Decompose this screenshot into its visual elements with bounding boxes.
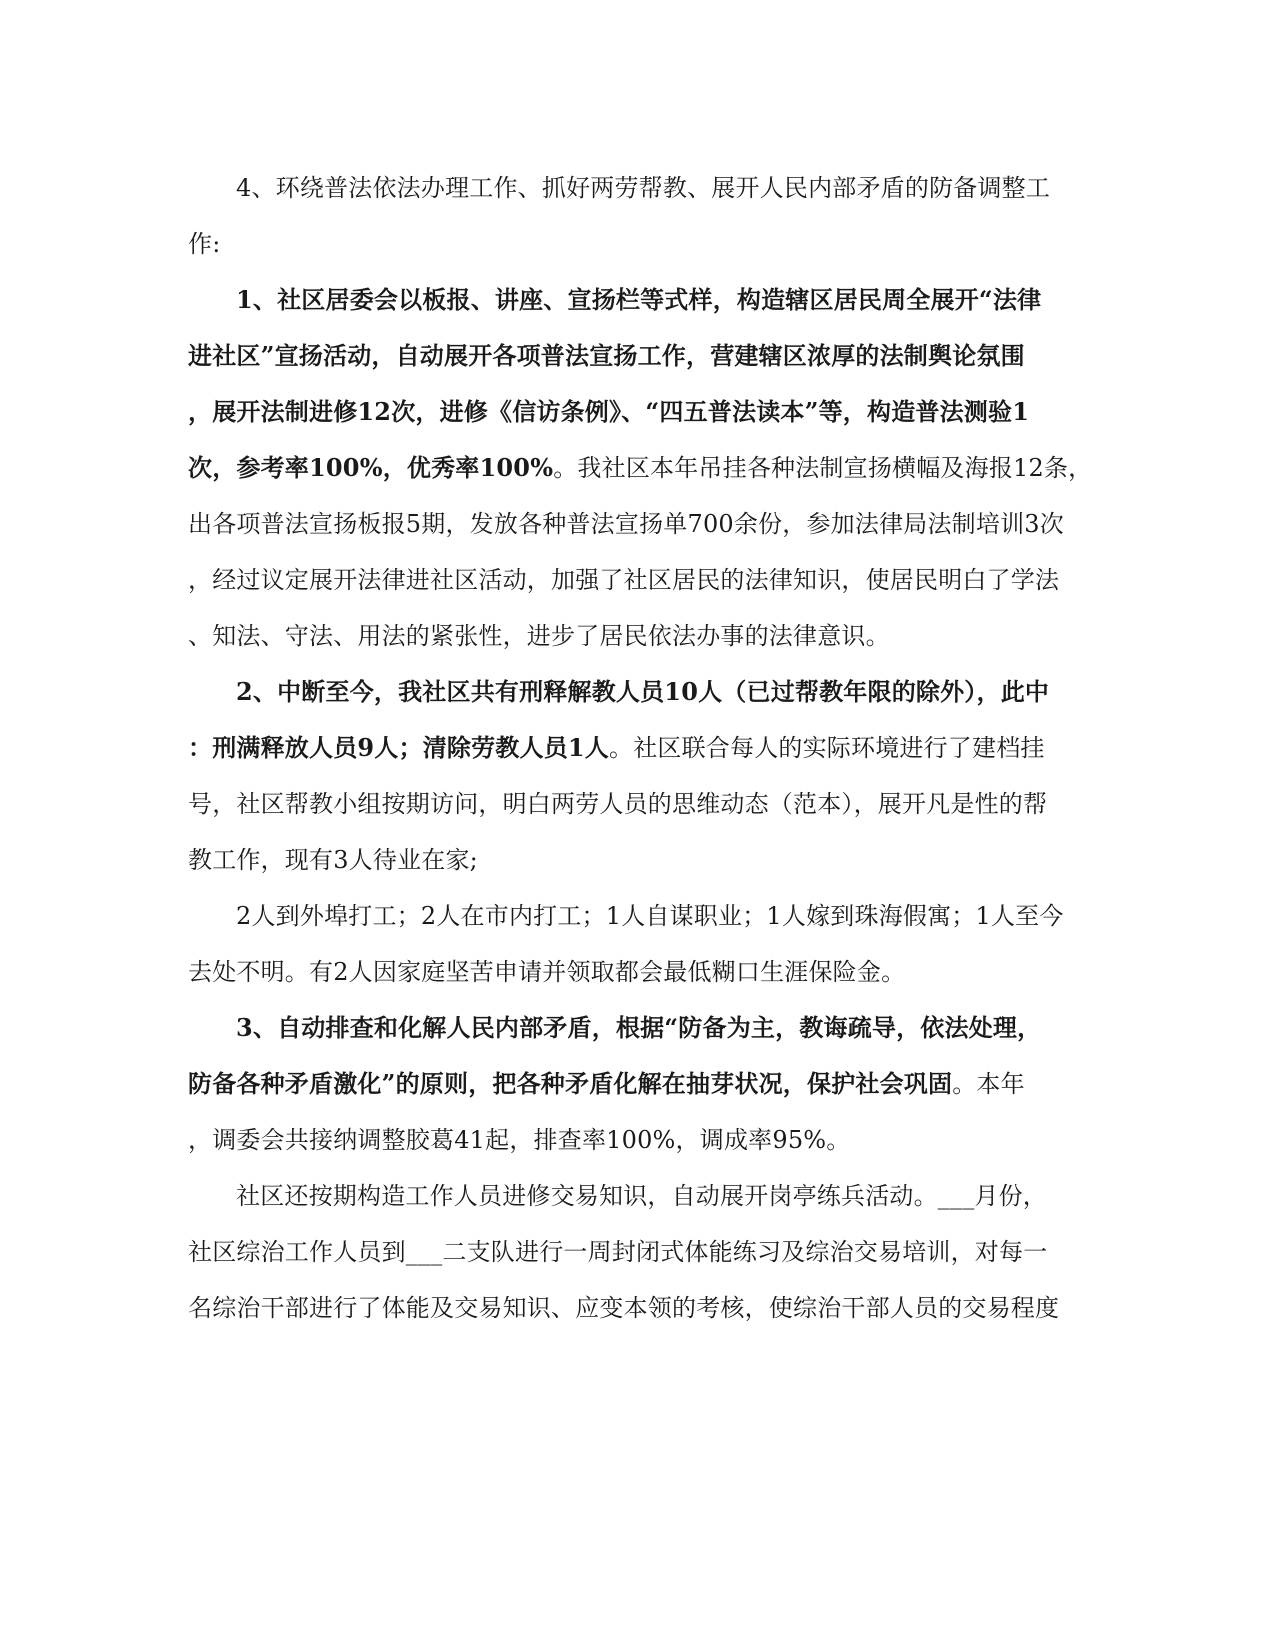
regular-segment: 。社区联合每人的实际环境进行了建档挂 bbox=[609, 734, 1045, 762]
paragraph-line: 3、自动排查和化解人民内部矛盾，根据“防备为主，教诲疏导，依法处理， bbox=[236, 1013, 1042, 1042]
paragraph-line: 4、环绕普法依法办理工作、抓好两劳帮教、展开人民内部矛盾的防备调整工 bbox=[236, 174, 1051, 202]
paragraph-line: 、知法、守法、用法的紧张性，进步了居民依法办事的法律意识。 bbox=[188, 622, 890, 650]
paragraph-line: 去处不明。有2人因家庭坚苦申请并领取都会最低糊口生涯保险金。 bbox=[188, 958, 906, 986]
regular-segment: 。本年 bbox=[952, 1070, 1025, 1098]
paragraph-line: 作: bbox=[188, 230, 221, 258]
paragraph-line: 进社区”宣扬活动，自动展开各项普法宣扬工作，营建辖区浓厚的法制舆论氛围 bbox=[188, 341, 1025, 370]
paragraph-line: 号，社区帮教小组按期访问，明白两劳人员的思维动态（范本），展开凡是性的帮 bbox=[188, 790, 1048, 818]
bold-segment: 防备各种矛盾激化”的原则，把各种矛盾化解在抽芽状况，保护社会巩固 bbox=[188, 1069, 953, 1098]
paragraph-line: 2、中断至今，我社区共有刑释解教人员10人（已过帮教年限的除外），此中 bbox=[236, 677, 1050, 706]
bold-segment: 次，参考率100%，优秀率100% bbox=[188, 453, 554, 482]
paragraph-line bbox=[188, 732, 1088, 764]
bold-segment: ：刑满释放人员9人；清除劳教人员1人 bbox=[188, 733, 609, 762]
regular-segment: 。我社区本年吊挂各种法制宣扬横幅及海报12条， bbox=[553, 454, 1093, 482]
paragraph-line: ，调委会共接纳调整胶葛41起，排查率100%，调成率95%。 bbox=[188, 1126, 851, 1154]
paragraph-line: 社区综治工作人员到___二支队进行一周封闭式体能练习及综治交易培训，对每一 bbox=[188, 1238, 1048, 1266]
paragraph-line bbox=[188, 1068, 1088, 1100]
paragraph-line: ，经过议定展开法律进社区活动，加强了社区居民的法律知识，使居民明白了学法 bbox=[188, 566, 1060, 594]
paragraph-line: 教工作，现有3人待业在家; bbox=[188, 846, 478, 874]
paragraph-line: 2人到外埠打工；2人在市内打工；1人自谋职业；1人嫁到珠海假寓；1人至今 bbox=[236, 902, 1064, 930]
paragraph-line: 出各项普法宣扬板报5期，发放各种普法宣扬单700余份，参加法律局法制培训3次 bbox=[188, 510, 1064, 538]
paragraph-line: 社区还按期构造工作人员进修交易知识，自动展开岗亭练兵活动。___月份， bbox=[236, 1182, 1047, 1210]
paragraph-line: 1、社区居委会以板报、讲座、宣扬栏等式样，构造辖区居民周全展开“法律 bbox=[236, 285, 1042, 314]
paragraph-line: 名综治干部进行了体能及交易知识、应变本领的考核，使综治干部人员的交易程度 bbox=[188, 1294, 1060, 1322]
paragraph-line: ，展开法制进修12次，进修《信访条例》、“四五普法读本”等，构造普法测验1 bbox=[188, 397, 1030, 426]
paragraph-line bbox=[188, 452, 1093, 484]
